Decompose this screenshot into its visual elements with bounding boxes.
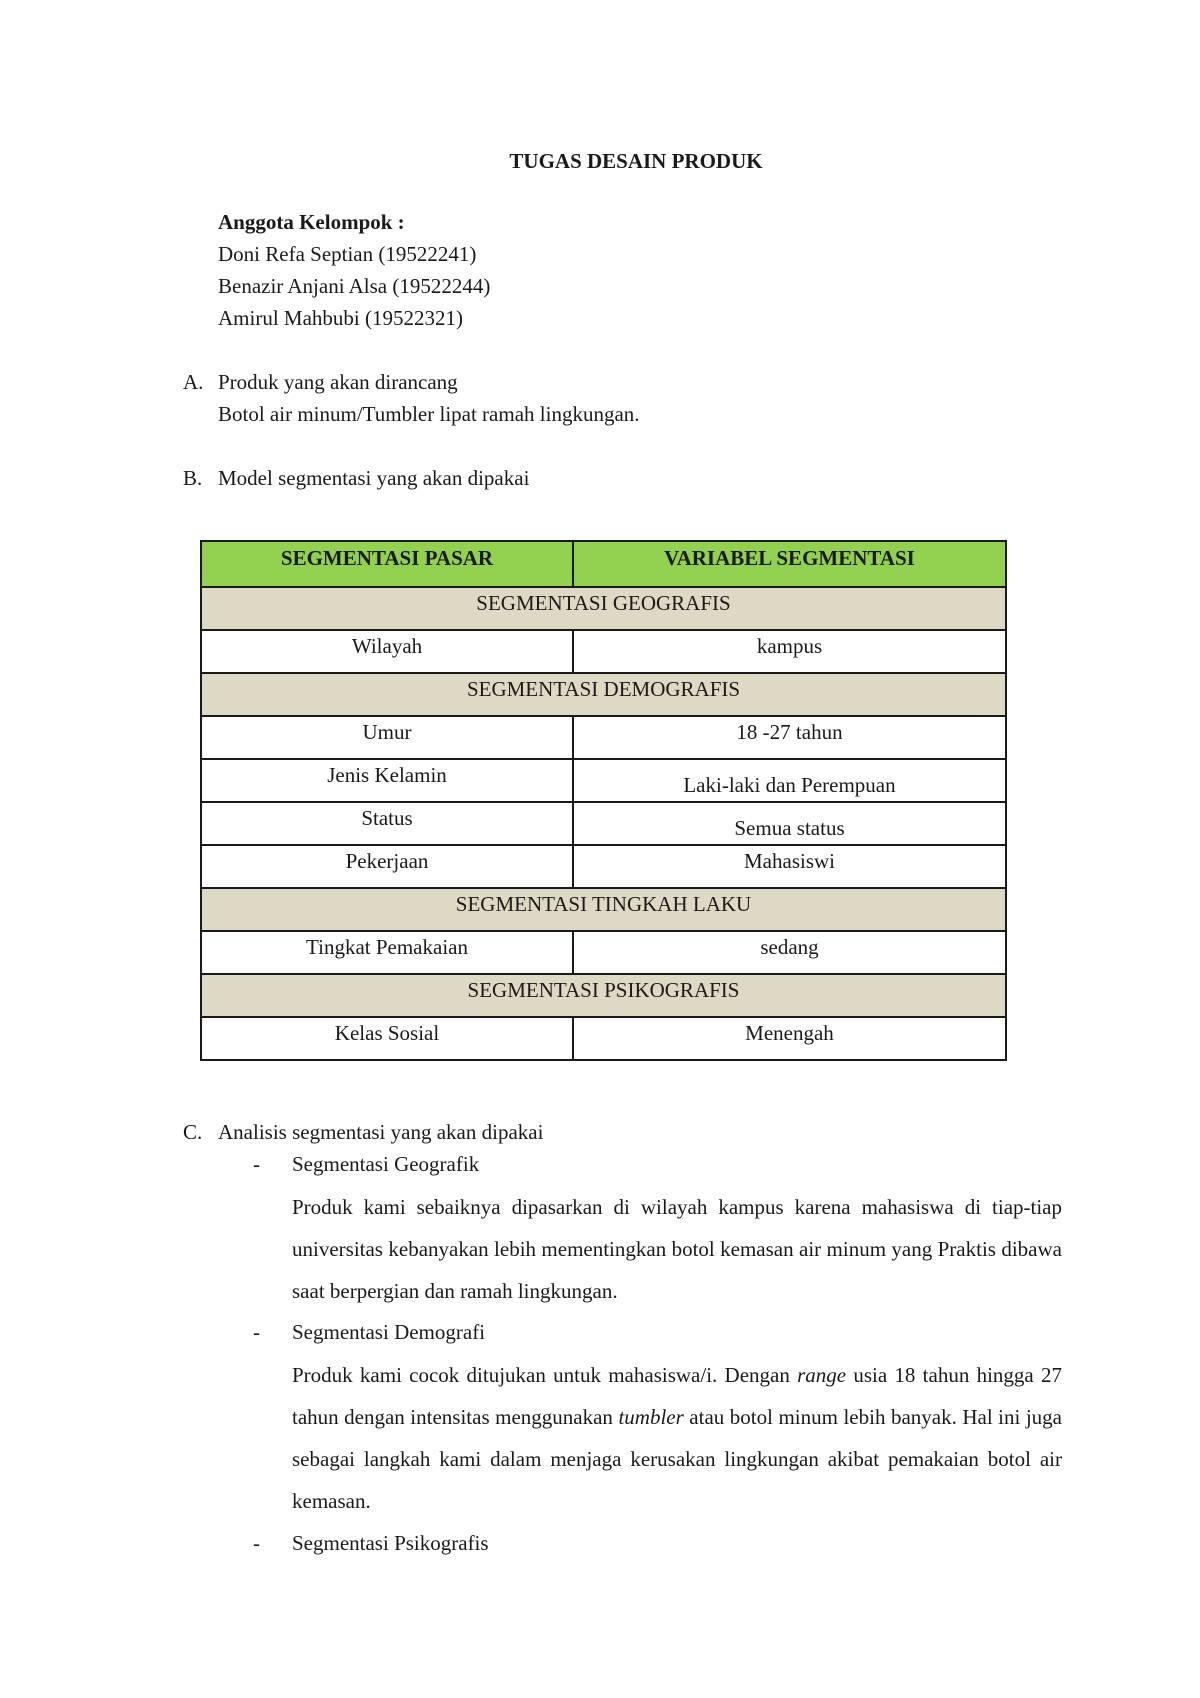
segment-cell: Status <box>201 802 573 845</box>
header-segmentasi-pasar: SEGMENTASI PASAR <box>201 541 573 587</box>
segment-cell: Jenis Kelamin <box>201 759 573 802</box>
section-b-label: B. <box>183 466 203 490</box>
bullet-dash: - <box>253 1152 260 1176</box>
table-row <box>201 845 1006 888</box>
variable-cell: Laki-laki dan Perempuan <box>573 759 1006 802</box>
variable-cell: 18 -27 tahun <box>573 716 1006 759</box>
analysis-heading-geografik: Segmentasi Geografik <box>292 1152 480 1176</box>
section-title: SEGMENTASI PSIKOGRAFIS <box>201 974 1006 1017</box>
section-title: SEGMENTASI GEOGRAFIS <box>201 587 1006 630</box>
section-a-text: Botol air minum/Tumbler lipat ramah lingkungan. <box>218 402 640 426</box>
segment-cell: Tingkat Pemakaian <box>201 931 573 974</box>
members-heading: Anggota Kelompok : <box>218 210 405 234</box>
table-row <box>201 630 1006 673</box>
table-row <box>201 802 1006 845</box>
section-a-label: A. <box>183 370 204 394</box>
section-row-psikografis <box>201 974 1006 1017</box>
table-row <box>201 716 1006 759</box>
table-row <box>201 1017 1006 1060</box>
section-row-geografis <box>201 587 1006 630</box>
table-row <box>201 931 1006 974</box>
variable-cell: kampus <box>573 630 1006 673</box>
member-name: Benazir Anjani Alsa (19522244) <box>218 274 491 298</box>
section-a-heading: Produk yang akan dirancang <box>218 370 458 394</box>
table-row <box>201 759 1006 802</box>
analysis-text-geografik: Produk kami sebaiknya dipasarkan di wilayah kampus karena mahasiswa di tiap-tiap universitas kebanyakan lebih mementingkan botol kemasan air minum yang Praktis dibawa saat berpergian dan ramah lingkungan. <box>292 1195 1062 1303</box>
variable-cell: Semua status <box>573 802 1006 845</box>
section-b-heading: Model segmentasi yang akan dipakai <box>218 466 530 490</box>
variable-cell: sedang <box>573 931 1006 974</box>
segment-cell: Wilayah <box>201 630 573 673</box>
header-variabel-segmentasi: VARIABEL SEGMENTASI <box>573 541 1006 587</box>
segment-cell: Pekerjaan <box>201 845 573 888</box>
analysis-text-demografi: Produk kami cocok ditujukan untuk mahasiswa/i. Dengan range usia 18 tahun hingga 27 tahun dengan intensitas menggunakan tumbler atau botol minum lebih banyak. Hal ini juga sebagai langkah kami dalam menjaga kerusakan lingkungan akibat pemakaian botol air kemasan. <box>292 1363 1062 1513</box>
segment-cell: Umur <box>201 716 573 759</box>
section-row-tingkah-laku <box>201 888 1006 931</box>
analysis-heading-psikografis: Segmentasi Psikografis <box>292 1531 489 1555</box>
segmentation-table <box>200 540 1007 1061</box>
member-name: Doni Refa Septian (19522241) <box>218 242 477 266</box>
segment-cell: Kelas Sosial <box>201 1017 573 1060</box>
member-name: Amirul Mahbubi (19522321) <box>218 306 463 330</box>
section-row-demografis <box>201 673 1006 716</box>
analysis-heading-demografi: Segmentasi Demografi <box>292 1320 486 1344</box>
document-title: TUGAS DESAIN PRODUK <box>509 149 763 173</box>
section-title: SEGMENTASI DEMOGRAFIS <box>201 673 1006 716</box>
variable-cell: Mahasiswi <box>573 845 1006 888</box>
table-header-row <box>201 541 1006 587</box>
variable-cell: Menengah <box>573 1017 1006 1060</box>
bullet-dash: - <box>253 1320 260 1344</box>
bullet-dash: - <box>253 1531 260 1555</box>
section-c-heading: Analisis segmentasi yang akan dipakai <box>218 1120 544 1144</box>
section-title: SEGMENTASI TINGKAH LAKU <box>201 888 1006 931</box>
section-c-label: C. <box>183 1120 203 1144</box>
